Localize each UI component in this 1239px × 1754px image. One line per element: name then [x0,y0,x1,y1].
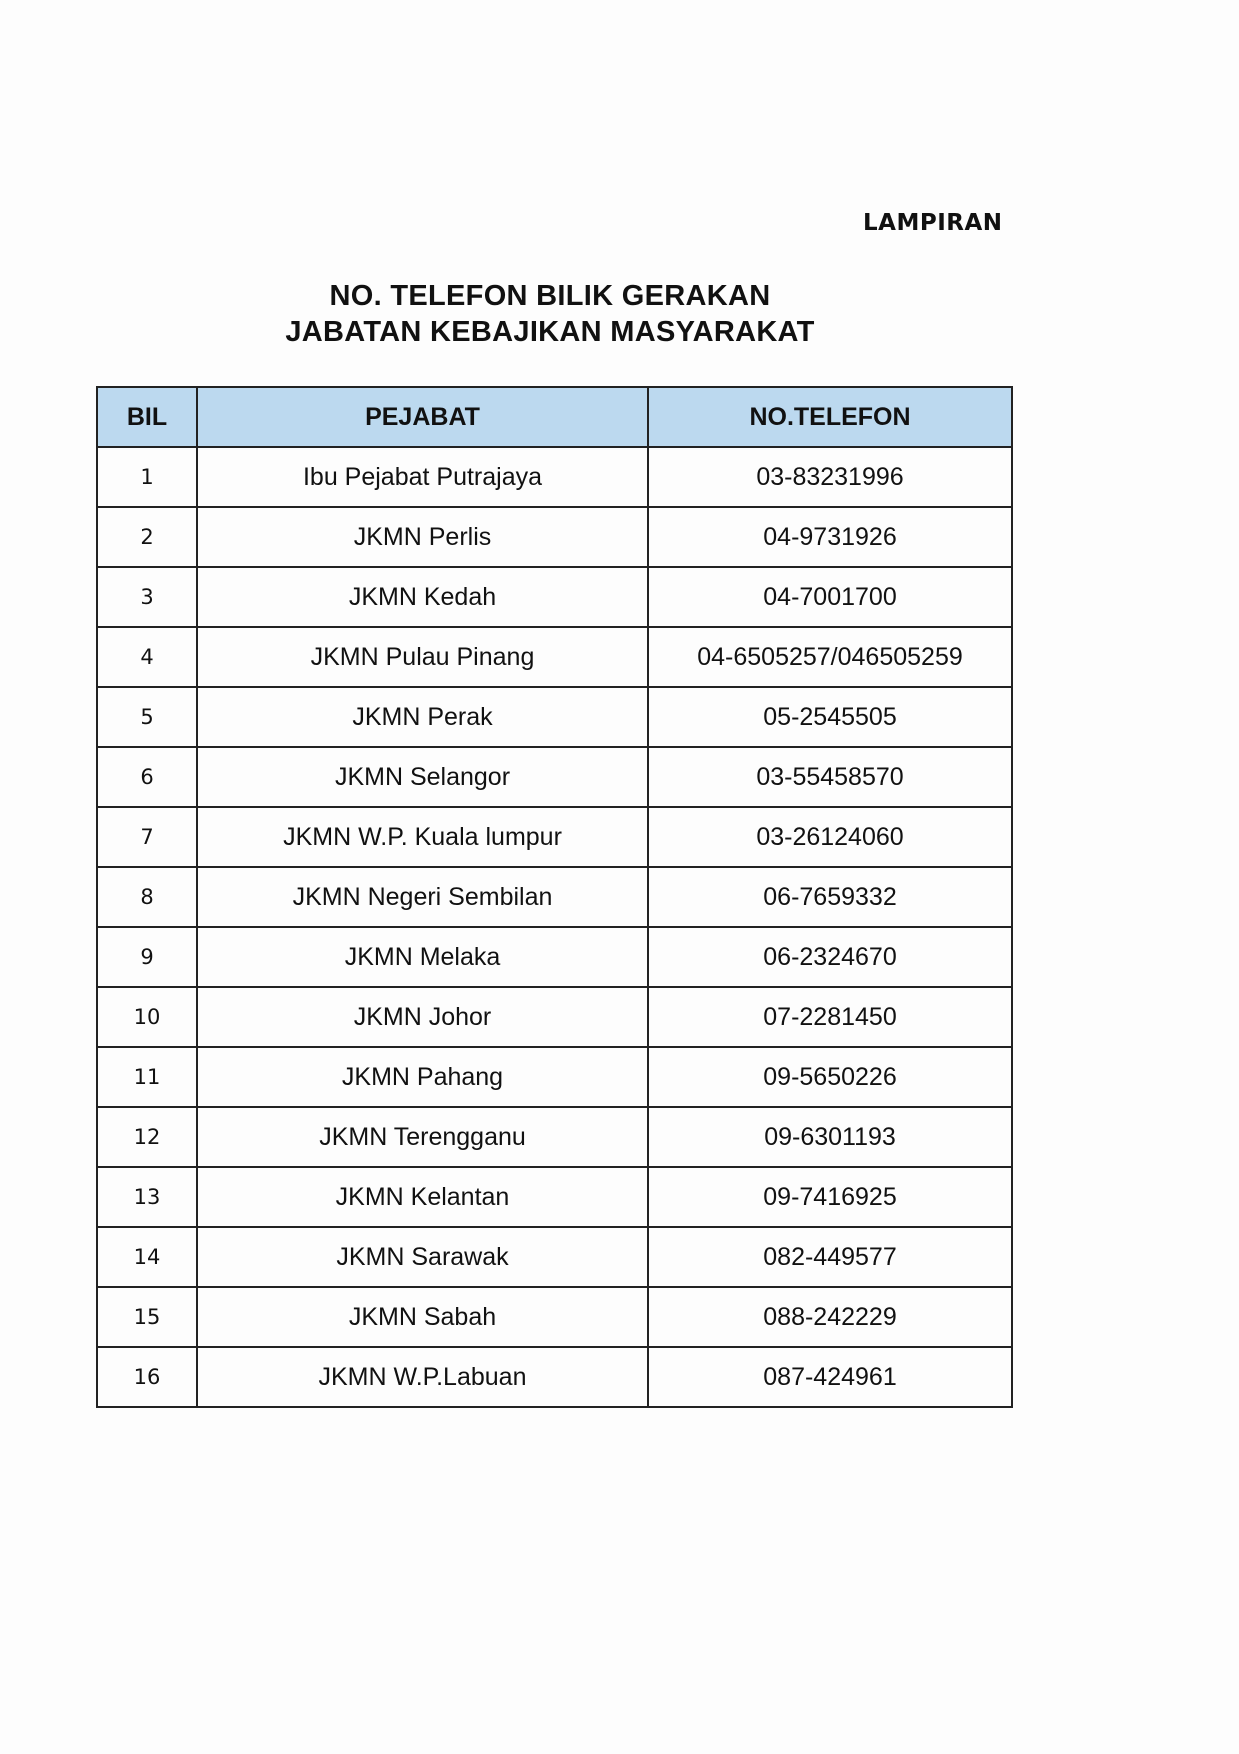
pejabat-cell: JKMN W.P.Labuan [197,1347,648,1407]
title-line-1: NO. TELEFON BILIK GERAKAN [329,280,771,312]
title-line-2: JABATAN KEBAJIKAN MASYARAKAT [285,316,815,348]
pejabat-cell: JKMN Perak [197,687,648,747]
telefon-cell: 04-6505257/046505259 [648,627,1012,687]
telefon-cell: 09-7416925 [648,1167,1012,1227]
table-header-row [97,387,1012,447]
bil-cell: 4 [97,627,197,687]
document-title [0,278,1100,350]
bil-cell: 2 [97,507,197,567]
pejabat-cell: JKMN Negeri Sembilan [197,867,648,927]
bil-cell: 8 [97,867,197,927]
bil-cell: 1 [97,447,197,507]
table-row [97,927,1012,987]
table-row [97,807,1012,867]
telefon-cell: 03-55458570 [648,747,1012,807]
pejabat-cell: JKMN Sabah [197,1287,648,1347]
table-row [97,1167,1012,1227]
telefon-cell: 06-7659332 [648,867,1012,927]
table-row [97,1287,1012,1347]
table-row [97,867,1012,927]
bil-cell: 9 [97,927,197,987]
pejabat-cell: JKMN Melaka [197,927,648,987]
table-row [97,567,1012,627]
pejabat-cell: JKMN Sarawak [197,1227,648,1287]
pejabat-cell: JKMN Terengganu [197,1107,648,1167]
telefon-cell: 087-424961 [648,1347,1012,1407]
pejabat-cell: Ibu Pejabat Putrajaya [197,447,648,507]
telefon-cell: 04-7001700 [648,567,1012,627]
header-pejabat: PEJABAT [197,387,648,447]
table-row [97,687,1012,747]
table-row [97,747,1012,807]
telefon-cell: 088-242229 [648,1287,1012,1347]
table-row [97,507,1012,567]
telefon-cell: 06-2324670 [648,927,1012,987]
phone-table [96,386,1013,1408]
bil-cell: 6 [97,747,197,807]
pejabat-cell: JKMN W.P. Kuala lumpur [197,807,648,867]
header-bil: BIL [97,387,197,447]
header-telefon: NO.TELEFON [648,387,1012,447]
pejabat-cell: JKMN Pahang [197,1047,648,1107]
pejabat-cell: JKMN Johor [197,987,648,1047]
bil-cell: 15 [97,1287,197,1347]
bil-cell: 13 [97,1167,197,1227]
telefon-cell: 03-83231996 [648,447,1012,507]
lampiran-label: LAMPIRAN [863,210,1003,236]
table-row [97,1047,1012,1107]
pejabat-cell: JKMN Selangor [197,747,648,807]
telefon-cell: 03-26124060 [648,807,1012,867]
table-row [97,1107,1012,1167]
telefon-cell: 04-9731926 [648,507,1012,567]
table-row [97,987,1012,1047]
bil-cell: 14 [97,1227,197,1287]
pejabat-cell: JKMN Kelantan [197,1167,648,1227]
telefon-cell: 082-449577 [648,1227,1012,1287]
table-row [97,447,1012,507]
table-body [97,447,1012,1407]
table-row [97,1347,1012,1407]
bil-cell: 16 [97,1347,197,1407]
table-row [97,627,1012,687]
pejabat-cell: JKMN Pulau Pinang [197,627,648,687]
telefon-cell: 09-6301193 [648,1107,1012,1167]
bil-cell: 11 [97,1047,197,1107]
telefon-cell: 07-2281450 [648,987,1012,1047]
telefon-cell: 05-2545505 [648,687,1012,747]
bil-cell: 10 [97,987,197,1047]
telefon-cell: 09-5650226 [648,1047,1012,1107]
pejabat-cell: JKMN Perlis [197,507,648,567]
bil-cell: 12 [97,1107,197,1167]
bil-cell: 5 [97,687,197,747]
table-row [97,1227,1012,1287]
pejabat-cell: JKMN Kedah [197,567,648,627]
bil-cell: 3 [97,567,197,627]
bil-cell: 7 [97,807,197,867]
